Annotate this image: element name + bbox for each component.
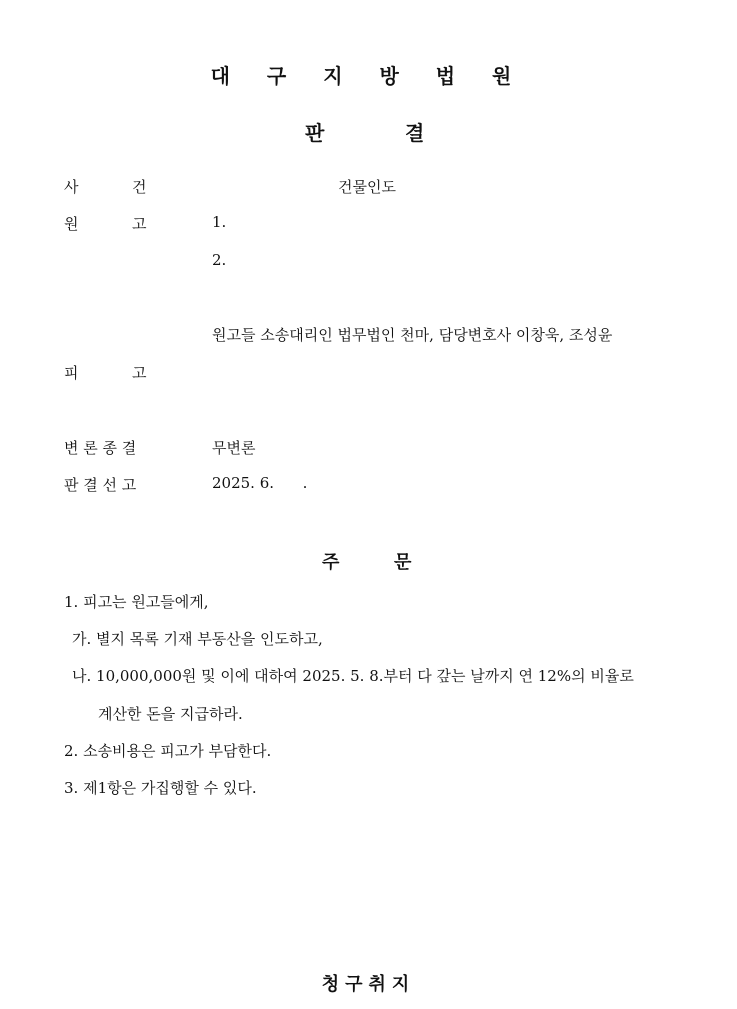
order-line-1: 1. 피고는 원고들에게, — [64, 593, 209, 611]
plaintiff-entry-2: 2. — [212, 251, 227, 269]
plaintiff-representative: 원고들 소송대리인 법무법인 천마, 담당변호사 이창욱, 조성윤 — [212, 326, 613, 344]
order-heading-char-2: 문 — [394, 552, 412, 573]
order-heading-char-1: 주 — [322, 552, 340, 573]
document-type-char-2: 결 — [405, 121, 425, 145]
defendant-label-char-2: 고 — [132, 364, 147, 382]
document-type-char-1: 판 — [305, 121, 325, 145]
plaintiff-entry-1: 1. — [212, 213, 227, 231]
order-line-1b: 나. 10,000,000원 및 이에 대하여 2025. 5. 8.부터 다 갚는 날까지 연 12%의 비율로 — [72, 667, 634, 685]
defendant-label-char-1: 피 — [64, 364, 79, 382]
court-name: 대 구 지 방 법 원 — [210, 64, 527, 88]
case-label-char-1: 사 — [64, 178, 79, 196]
order-line-1b-cont: 계산한 돈을 지급하라. — [98, 705, 243, 723]
order-line-1a: 가. 별지 목록 기재 부동산을 인도하고, — [72, 630, 323, 648]
case-value: 건물인도 — [338, 178, 396, 196]
case-label-char-2: 건 — [132, 178, 147, 196]
hearing-end-label: 변 론 종 결 — [64, 439, 137, 457]
plaintiff-label-char-2: 고 — [132, 215, 147, 233]
order-line-2: 2. 소송비용은 피고가 부담한다. — [64, 742, 272, 760]
hearing-end-value: 무변론 — [212, 439, 256, 457]
claims-heading: 청구취지 — [321, 974, 416, 995]
judgment-date-label: 판 결 선 고 — [64, 476, 137, 494]
judgment-date-value: 2025. 6. . — [212, 474, 308, 492]
plaintiff-label-char-1: 원 — [64, 215, 79, 233]
order-line-3: 3. 제1항은 가집행할 수 있다. — [64, 779, 257, 797]
